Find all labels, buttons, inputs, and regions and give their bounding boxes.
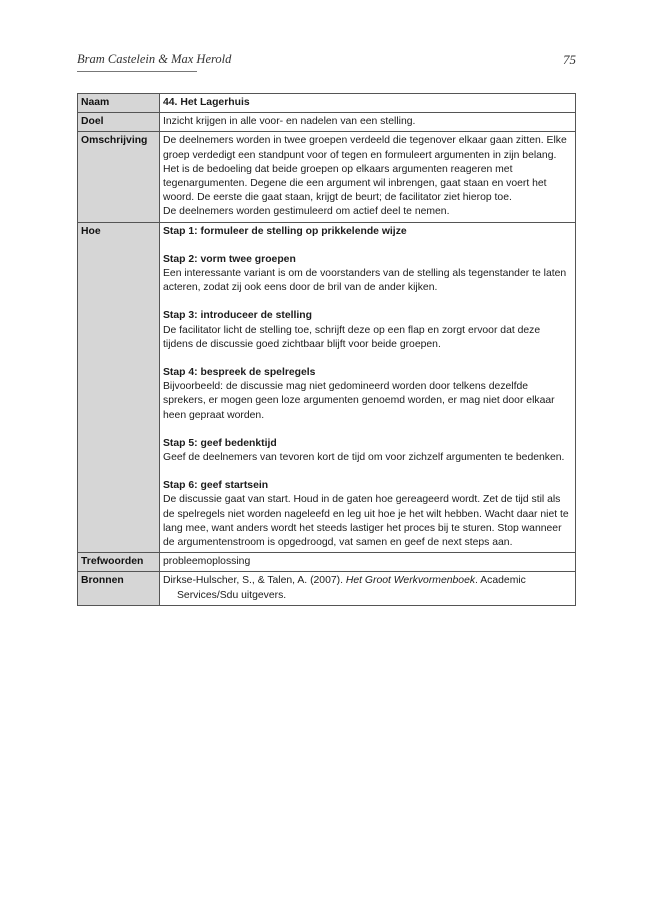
row-label-omschrijving: Omschrijving: [78, 132, 160, 222]
row-doel: [78, 113, 576, 132]
step-title: Stap 2: vorm twee groepen: [163, 253, 296, 265]
trefwoorden-text: probleemoplossing: [160, 553, 576, 572]
row-trefwoorden: [78, 553, 576, 572]
row-omschrijving: [78, 132, 576, 222]
bronnen-authors: Dirkse-Hulscher, S., & Talen, A. (2007).: [163, 575, 346, 587]
step-4: [163, 366, 571, 423]
bronnen-book-title: Het Groot Werkvormenboek: [345, 575, 476, 587]
step-text: Geef de deelnemers van tevoren kort de tijd om voor zichzelf argumenten te bedenken.: [163, 452, 565, 464]
bronnen-reference: [163, 574, 571, 602]
step-text: De facilitator licht de stelling toe, schrijft deze op een flap en zorgt ervoor dat deze tijdens de discussie goed zichtbaar blijft voor beide groepen.: [163, 324, 541, 350]
bronnen-publisher: . Academic Services/Sdu uitgevers.: [177, 575, 526, 601]
row-label-trefwoorden: Trefwoorden: [78, 553, 160, 572]
page-number: 75: [563, 52, 576, 67]
omschrijving-text: De deelnemers worden in twee groepen verdeeld die tegenover elkaar gaan zitten. Elke groep verdedigt een standpunt voor of tegen en formuleert argumenten in zijn belang. Het is de bedoeling dat beide groepen op elkaars argumenten reageren met tegenargumenten. Degene die een argument wil inbrengen, gaat staan en voert het woord. De eerste die gaat staan, krijgt de beurt; de facilitator ziet hierop toe.: [163, 135, 567, 204]
step-text: De discussie gaat van start. Houd in de gaten hoe gereageerd wordt. Zet de tijd stil als de spelregels niet worden nageleefd en leg uit hoe je het wilt hebben. Wacht daar niet te lang mee, want anders wordt het steeds lastiger het proces bij te sturen. Stop wanneer de argumentenstroom is opgedroogd, vat samen en geef de next steps aan.: [163, 494, 569, 549]
header-rule: [77, 71, 197, 72]
omschrijving-text-2: De deelnemers worden gestimuleerd om actief deel te nemen.: [163, 206, 450, 218]
step-title: Stap 5: geef bedenktijd: [163, 437, 277, 449]
step-title: Stap 1: formuleer de stelling op prikkelende wijze: [163, 225, 407, 237]
worksheet-table: [77, 93, 576, 606]
running-header-authors: Bram Castelein & Max Herold: [77, 52, 232, 66]
running-header: [77, 52, 576, 72]
step-2: [163, 253, 571, 296]
row-label-naam: Naam: [78, 94, 160, 113]
step-6: [163, 479, 571, 550]
omschrijving-cell: [160, 132, 576, 222]
row-hoe: [78, 222, 576, 553]
step-title: Stap 6: geef startsein: [163, 480, 269, 492]
hoe-steps: [160, 222, 576, 553]
doel-text: Inzicht krijgen in alle voor- en nadelen van een stelling.: [160, 113, 576, 132]
step-3: [163, 309, 571, 352]
row-label-hoe: Hoe: [78, 222, 160, 553]
row-label-doel: Doel: [78, 113, 160, 132]
step-title: Stap 4: bespreek de spelregels: [163, 367, 316, 379]
step-text: Een interessante variant is om de voorstanders van de stelling als tegenstander te laten acteren, zodat zij ook eens door de bril van de ander kijken.: [163, 268, 567, 294]
step-5: [163, 437, 571, 465]
step-text: Bijvoorbeeld: de discussie mag niet gedomineerd worden door telkens dezelfde sprekers, er mogen geen loze argumenten genoemd worden, er mag niet door elkaar heen gepraat worden.: [163, 381, 555, 421]
row-naam: [78, 94, 576, 113]
activity-title: 44. Het Lagerhuis: [160, 94, 576, 113]
row-label-bronnen: Bronnen: [78, 572, 160, 605]
step-1: [163, 225, 571, 239]
bronnen-cell: [160, 572, 576, 605]
step-title: Stap 3: introduceer de stelling: [163, 310, 312, 322]
row-bronnen: [78, 572, 576, 605]
